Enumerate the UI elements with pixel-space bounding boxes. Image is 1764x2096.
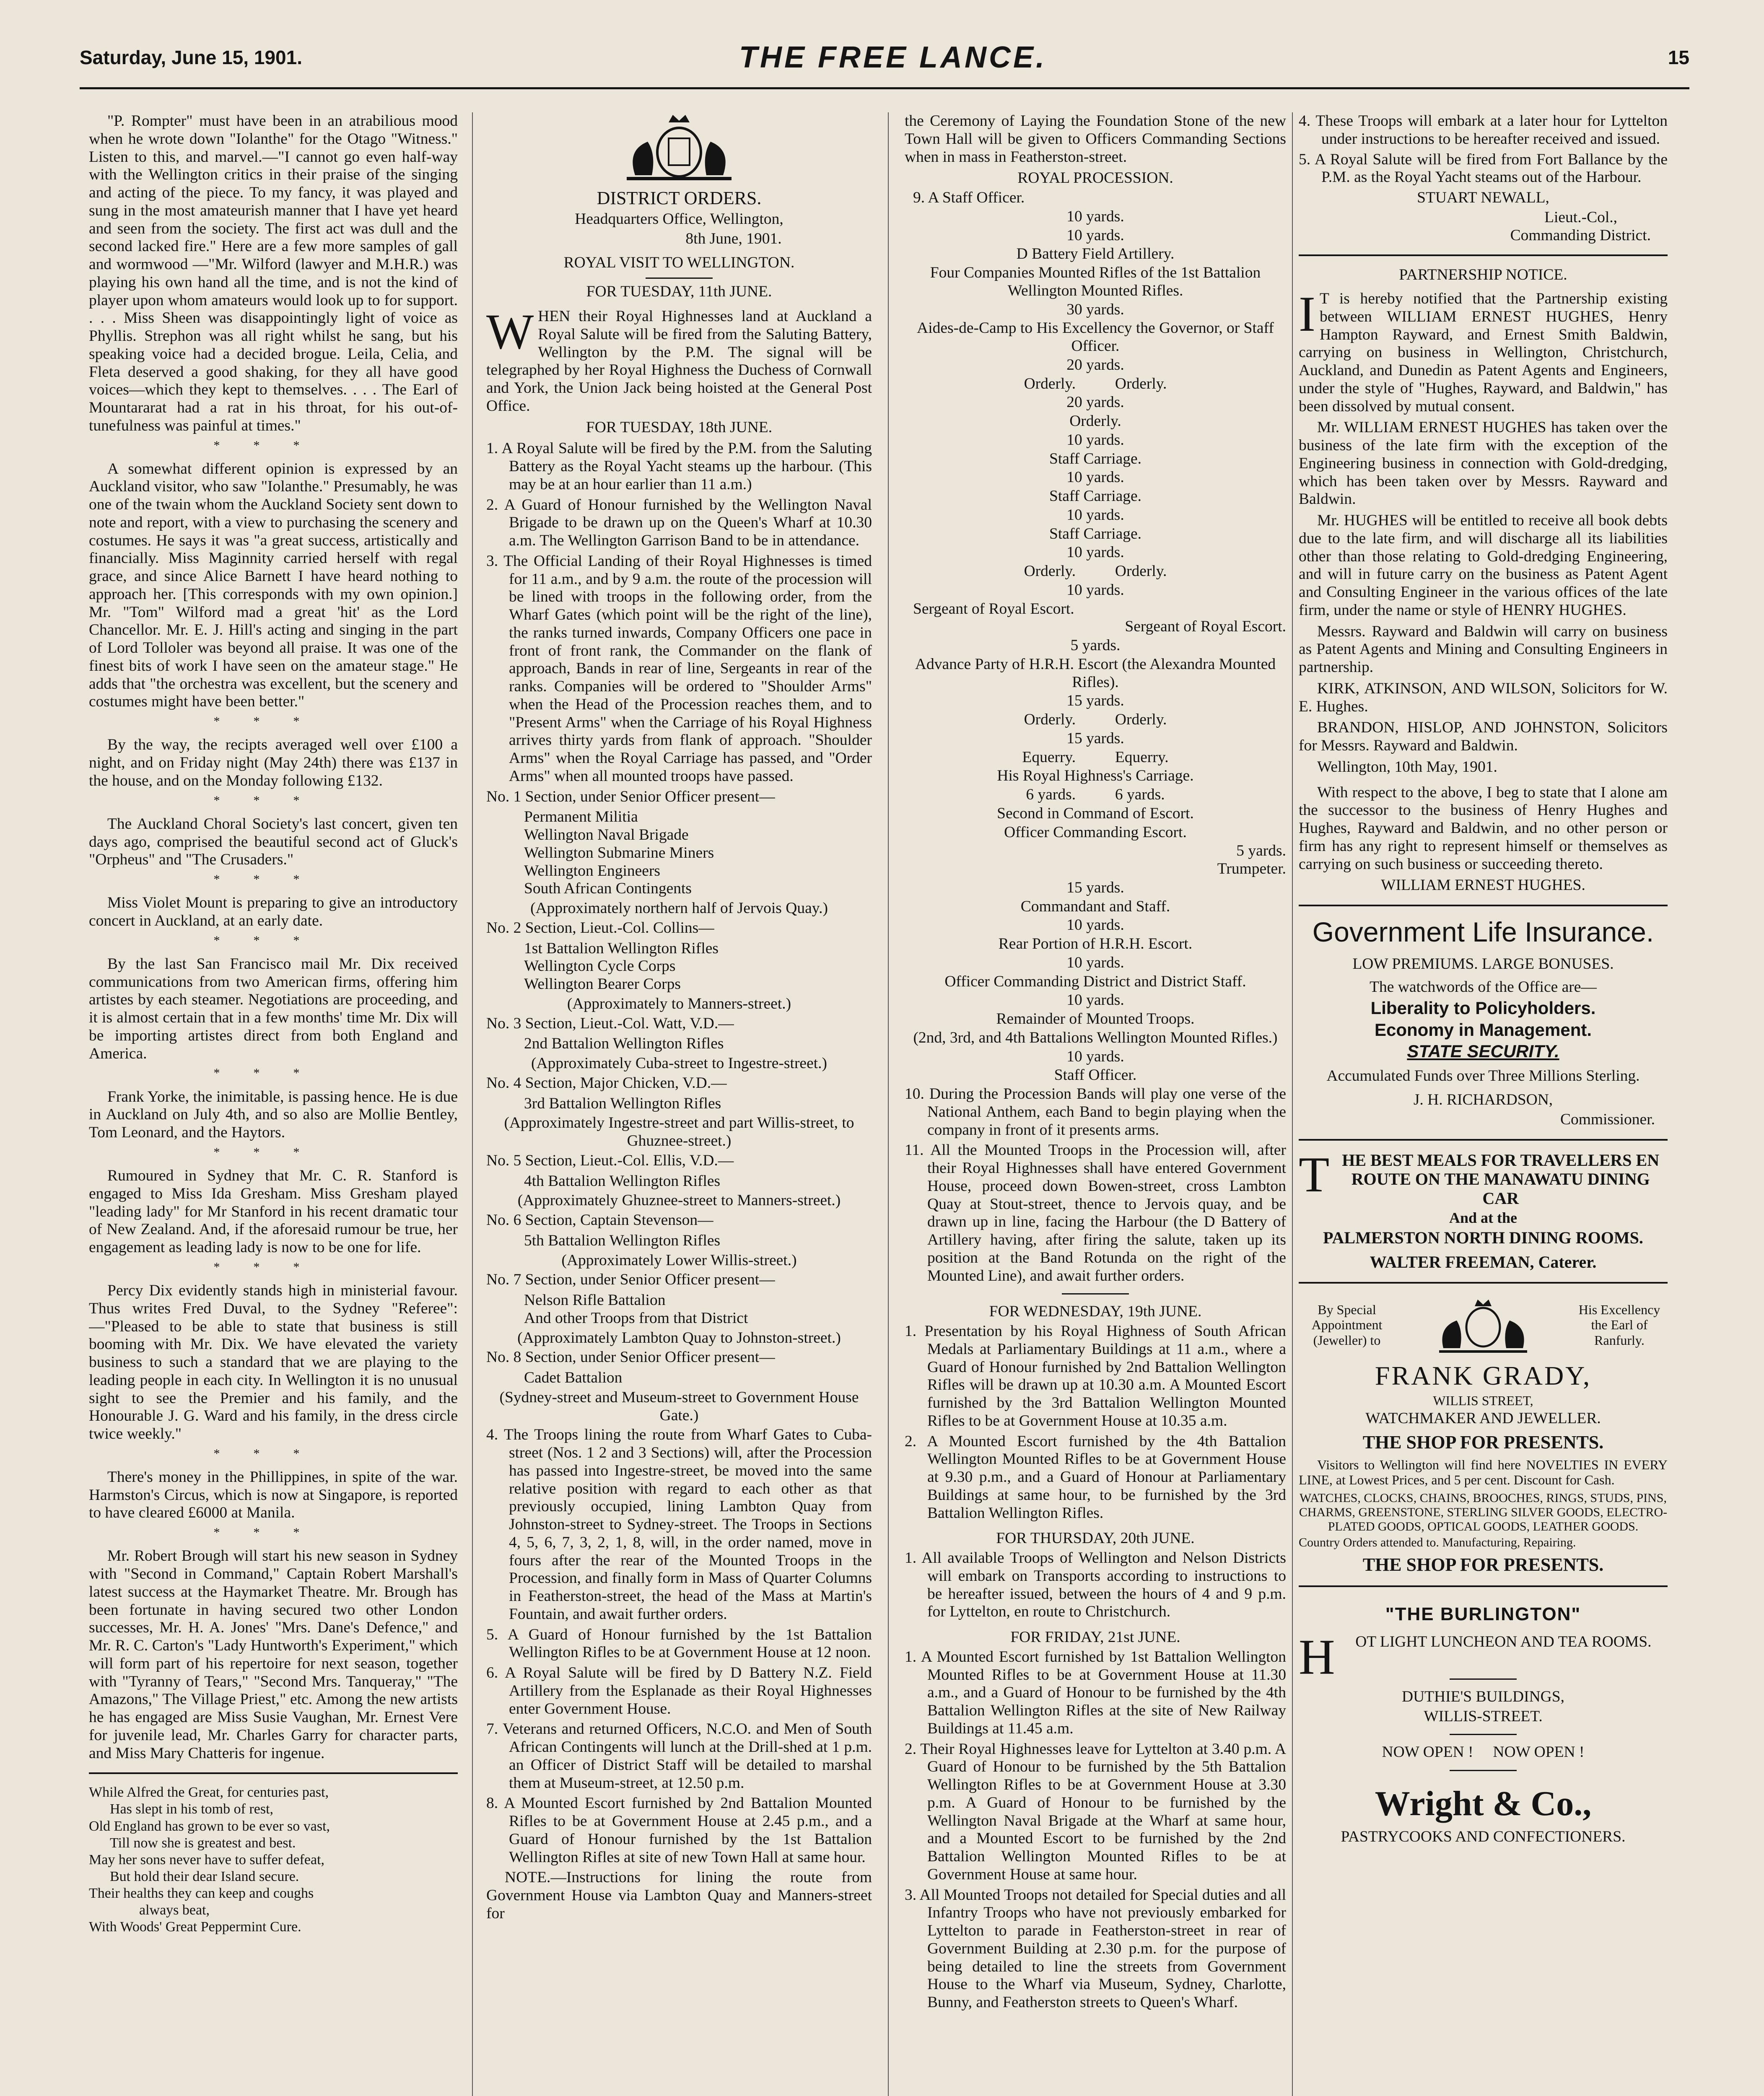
paragraph: By the last San Francisco mail Mr. Dix received communications from two American firms, offering him artistes by each steamer. Negotiations are proceeding, and it is almost certain that in a few months' time Mr. Dix will be importing artistes direct from both England and America. <box>89 955 458 1062</box>
order-item: 1. A Mounted Escort furnished by 1st Battalion Wellington Mounted Rifles to be at Government House at 11.30 a.m., and a Guard of Honour to be furnished by the 4th Battalion Wellington Rifles at the site of New Railway Buildings at 11.45 a.m. <box>905 1648 1286 1737</box>
order-item: 1. A Royal Salute will be fired by the P.M. from the Saluting Battery as the Royal Yacht steams up the harbour. (This may be at an hour earlier than 11 a.m.) <box>486 440 872 493</box>
burlington-title: "THE BURLINGTON" <box>1385 1603 1581 1624</box>
paragraph: Miss Violet Mount is preparing to give an introductory concert in Auckland, at an early date. <box>89 894 458 929</box>
paragraph: Messrs. Rayward and Baldwin will carry on business as Patent Agents and Mining and Consulting Engineers in partnership. <box>1299 623 1668 676</box>
hq-line: Headquarters Office, Wellington, <box>575 210 783 228</box>
shop-for-presents: THE SHOP FOR PRESENTS. <box>1362 1554 1604 1575</box>
burlington-tagline: H OT LIGHT LUNCHEON AND TEA ROOMS. <box>1299 1629 1652 1685</box>
column-procession <box>905 112 1286 2096</box>
grady-orders: Country Orders attended to. Manufacturing, Repairing. <box>1299 1536 1576 1550</box>
section-stars: *** <box>213 1446 333 1460</box>
poem-line: always beat, <box>139 1902 210 1918</box>
dining-line: WALTER FREEMAN, Caterer. <box>1370 1253 1597 1272</box>
partnership-paragraph: I T is hereby notified that the Partnership existing between WILLIAM ERNEST HUGHES, Henry Hampton Rayward, and Ernest Smith Baldwin, carrying on business in Wellington, Christchurch, Auckland, and Dunedin as Patent Agents and Engineers, under the style of "Hughes, Rayward, and Baldwin," has been dissolved by mutual consent. <box>1299 286 1668 415</box>
poem-line: Has slept in his tomb of rest, <box>110 1801 274 1817</box>
gov-line: Accumulated Funds over Three Millions Sterling. <box>1326 1067 1640 1085</box>
gov-line: J. H. RICHARDSON, <box>1413 1091 1553 1109</box>
government-life-title: Government Life Insurance. <box>1312 916 1654 947</box>
order-item: 2. Their Royal Highnesses leave for Lyttelton at 3.40 p.m. A Guard of Honour to be furnished by the 5th Battalion Wellington Rifles to be at Government House at 3.30 p.m. A Guard of Honour to be furnished by the Wellington Naval Brigade at the Wharf at same hour, and a Mounted Escort to be furnished by the 2nd Battalion Wellington Mounted Rifles to be at Government House at same hour. <box>905 1740 1286 1883</box>
tuesday-18-heading: FOR TUESDAY, 18th JUNE. <box>586 418 773 436</box>
paragraph: A somewhat different opinion is expressed by an Auckland visitor, who saw "Iolanthe." Presumably, he was one of the twain whom the Auckland Society sent down to note and report, with a view to purchasing the scenery and costumes. He says it was "a great success, artistically and financially. Miss Maginnity carried herself with regal grace, and since Alice Barnett I have heard nothing to approach her. [This corresponds with my own opinion.] Mr. "Tom" Wilford mad a great 'hit' as the Lord Chancellor. Mr. E. J. Hill's acting and singing in the part of Lord Tolloler was beyond all praise. It was one of the finest bits of work I have seen on the amateur stage." He adds that "the orchestra was excellent, but the scenery and costumes might have been better." <box>89 460 458 711</box>
order-item: 8. A Mounted Escort furnished by 2nd Battalion Mounted Rifles to be at Government House at 2.45 p.m., and a Guard of Honour furnished by the 1st Battalion Wellington Rifles at site of new Town Hall at same hour. <box>486 1795 872 1866</box>
burlington-line: DUTHIE'S BUILDINGS, <box>1402 1688 1564 1705</box>
rule <box>646 278 713 279</box>
grady-trade: WATCHMAKER AND JEWELLER. <box>1365 1410 1601 1427</box>
poem-line: Old England has grown to be ever so vast, <box>89 1818 330 1834</box>
rule <box>1062 1293 1129 1294</box>
burlington-open: NOW OPEN ! NOW OPEN ! <box>1382 1743 1585 1761</box>
royal-crest-icon <box>610 112 748 184</box>
header-rule <box>80 87 1689 89</box>
rule <box>1299 1139 1668 1141</box>
section-stars: *** <box>213 933 333 947</box>
paragraph: the Ceremony of Laying the Foundation Stone of the new Town Hall will be given to Officers Commanding Sections when in mass in Featherston-street. <box>905 112 1286 166</box>
order-item: 6. A Royal Salute will be fired by D Battery N.Z. Field Artillery from the Esplanade as their Royal Highnesses enter Government House. <box>486 1664 872 1717</box>
grady-appointment-left: By Special Appointment (Jeweller) to <box>1311 1302 1383 1348</box>
section-stars: *** <box>213 1145 333 1159</box>
order-item: 2. A Guard of Honour furnished by the Wellington Naval Brigade to be drawn up on the Queen's Wharf at 10.30 a.m. The Wellington Garrison Band to be in attendance. <box>486 496 872 550</box>
page-number: 15 <box>1668 47 1689 68</box>
paragraph: There's money in the Phillippines, in spite of the war. Harmston's Circus, which is now at Singapore, is reported to have cleared £6000 at Manila. <box>89 1468 458 1522</box>
order-item: 3. All Mounted Troops not detailed for Special duties and all Infantry Troops who have not previously embarked for Lyttelton to parade in Featherston-street in rear of Government Building at 2.30 p.m. for the purpose of being detailed to line the streets from Government House to the Wharf via Museum, Sydney, Charlotte, Bunny, and Featherston streets to Queen's Wharf. <box>905 1886 1286 2011</box>
signer-role: Commanding District. <box>1510 226 1651 244</box>
gov-line: Economy in Management. <box>1374 1019 1592 1040</box>
partnership-heading: PARTNERSHIP NOTICE. <box>1399 266 1567 284</box>
column-divider <box>472 112 473 2096</box>
order-item: 1. Presentation by his Royal Highness of South African Medals at Parliamentary Buildings at 11 a.m., where a Guard of Honour furnished by 2nd Battalion Wellington Rifles will be drawn up at 10.30 a.m. A Mounted Escort furnished by the 3rd Battalion Wellington Mounted Rifles to be at Government House at 10.35 a.m. <box>905 1323 1286 1429</box>
poem-line: With Woods' Great Peppermint Cure. <box>89 1919 301 1935</box>
issue-date: Saturday, June 15, 1901. <box>80 47 302 68</box>
gov-line: Liberality to Policyholders. <box>1370 998 1596 1018</box>
page-header <box>80 40 1689 91</box>
note-paragraph: NOTE.—Instructions for lining the route from Government House via Lambton Quay and Manners-street for <box>486 1869 872 1922</box>
section-stars: *** <box>213 1066 333 1080</box>
gov-line: STATE SECURITY. <box>1407 1041 1559 1061</box>
drop-cap: W <box>486 304 534 360</box>
paragraph: The Auckland Choral Society's last concert, given ten days ago, comprised the beautiful second act of Gluck's "Orpheus" and "The Crusaders." <box>89 815 458 869</box>
intro-paragraph: WHEN their Royal Highnesses land at Auckland a Royal Salute will be fired from the Saluting Battery, Wellington by the P.M. The signal will be telegraphed by her Royal Highness the Duchess of Cornwall and York, the Union Jack being hoisted at the General Post Office. <box>486 304 872 415</box>
burlington-line: WILLIS-STREET. <box>1424 1707 1543 1725</box>
paragraph: Percy Dix evidently stands high in ministerial favour. Thus writes Fred Duval, to the Sydney "Referee":—"Pleased to be able to state that business is still booming with Mr. Dix. We have elevated the variety business to such a standard that we are playing to the leading people in each city. In Wellington it is no unusual sight to see the Premier and his family, and the Honourable J. G. Ward and his family, in the dress circle twice weekly." <box>89 1282 458 1442</box>
poem-line: Till now she is greatest and best. <box>110 1835 296 1851</box>
column-divider <box>888 112 889 2096</box>
poem-line: May her sons never have to suffer defeat, <box>89 1852 325 1868</box>
royal-visit-heading: ROYAL VISIT TO WELLINGTON. <box>563 254 795 271</box>
procession-heading: ROYAL PROCESSION. <box>1017 169 1173 187</box>
poem-line: Their healths they can keep and coughs <box>89 1886 314 1901</box>
grady-goods: WATCHES, CLOCKS, CHAINS, BROOCHES, RINGS, STUDS, PINS, CHARMS, GREENSTONE, STERLING SILVER GOODS, ELECTRO-PLATED GOODS, OPTICAL GOODS, LEATHER GOODS. <box>1299 1491 1668 1534</box>
order-item: 5. A Guard of Honour furnished by the 1st Battalion Wellington Rifles to be at Government House at 12 noon. <box>486 1626 872 1661</box>
section-stars: *** <box>213 1260 333 1274</box>
section-stars: *** <box>213 793 333 807</box>
rule <box>1450 1678 1517 1680</box>
grady-appointment-right: His Excellency the Earl of Ranfurly. <box>1578 1302 1660 1348</box>
rule <box>1299 1585 1668 1587</box>
order-item: 4. The Troops lining the route from Wharf Gates to Cuba-street (Nos. 1 2 and 3 Sections) will, after the Procession has passed into Ingestre-street, be moved into the same relative position with regard to each other as that previously occupied, lining Lambton Quay from Johnston-street to Sydney-street. The Troops in Sections 4, 5, 6, 7, 3, 2, 1, 8, will, in the order named, move in fours after the rear of the Mounted Troops in the Procession, and finally form in Mass of Quarter Columns in Featherston-street, the head of the Mass at Martin's Fountain, and await further orders. <box>486 1426 872 1623</box>
grady-appointment <box>1299 1294 1668 1357</box>
dining-line: And at the <box>1449 1209 1518 1227</box>
tuesday-11-heading: FOR TUESDAY, 11th JUNE. <box>586 283 772 301</box>
order-item: 3. The Official Landing of their Royal Highnesses is timed for 11 a.m., and by 9 a.m. the route of the procession will be lined with troops in the following order, from the Wharf Gates (which point will be the right of the line), the ranks turned inwards, Company Officers one pace in front of front rank, the Commander on the flank of approach, Bands in rear of line, Sergeants in rear of the ranks. Companies will be ordered to "Shoulder Arms" when the Head of the Procession reaches them, and to "Present Arms" when the Carriage of his Royal Highness arrives thirty yards from flank of approach. "Shoulder Arms" when the Royal Carriage has passed, and "Order Arms" when all mounted troops have passed. <box>486 552 872 785</box>
paragraph: Mr. HUGHES will be entitled to receive all book debts due to the late firm, and will discharge all its liabilities other than those relating to Gold-dredging Engineering, and will in future carry on the business as Patent Agent and Consulting Engineer in the various offices of the late firm, under the name or style of HENRY HUGHES. <box>1299 512 1668 619</box>
paragraph: Frank Yorke, the inimitable, is passing hence. He is due in Auckland on July 4th, and so also are Mollie Bentley, Tom Leonard, and the Haytors. <box>89 1088 458 1141</box>
section-list: No. 1 Section, under Senior Officer present— Permanent Militia Wellington Naval Brigade Wellington Submarine Miners Wellington Engineers South African Contingents (Approximately northern half of Jervois Quay.) No. 2 Section, Lieut.-Col. Collins— 1st Battalion Wellington Rifles Wellington Cycle Corps Wellington Bearer Corps (Approximately to Manners-street.) No. 3 Section, Lieut.-Col. Watt, V.D.— 2nd Battalion Wellington Rifles (Approximately Cuba-street to Ingestre-street.) No. 4 Section, Major Chicken, V.D.— 3rd Battalion Wellington Rifles (Approximately Ingestre-street and part Willis-street, to Ghuznee-street.) No. 5 Section, Lieut.-Col. Ellis, V.D.— 4th Battalion Wellington Rifles (Approximately Ghuznee-street to Manners-street.) No. 6 Section, Captain Stevenson— 5th Battalion Wellington Rifles (Approximately Lower Willis-street.) No. 7 Section, under Senior Officer present— Nelson Rifle Battalion And other Troops from that District (Approximately Lambton Quay to Johnston-street.) No. 8 Section, under Senior Officer present— Cadet Battalion (Sydney-street and Museum-street to Government House Gate.) <box>486 788 859 1424</box>
wednesday-heading: FOR WEDNESDAY, 19th JUNE. <box>989 1303 1202 1320</box>
dining-line: PALMERSTON NORTH DINING ROOMS. <box>1323 1228 1643 1248</box>
rule <box>89 1772 458 1774</box>
rule <box>1299 905 1668 906</box>
district-orders-title: DISTRICT ORDERS. <box>597 188 762 208</box>
order-item: 7. Veterans and returned Officers, N.C.O. and Men of South African Contingents will lunch at the Drill-shed at 1 p.m. an Officer of District Staff will be detailed to marshal them at Museum-street, at 12.50 p.m. <box>486 1720 872 1792</box>
rule <box>1450 1770 1517 1771</box>
wright-co-trade: PASTRYCOOKS AND CONFECTIONERS. <box>1341 1828 1626 1845</box>
paragraph: KIRK, ATKINSON, AND WILSON, Solicitors for W. E. Hughes. <box>1299 680 1668 715</box>
grady-street: WILLIS STREET, <box>1433 1393 1533 1408</box>
paragraph: Mr. WILLIAM ERNEST HUGHES has taken over the business of the late firm with the exception of the Engineering business in connection with Gold-dredging, which has been taken over by Messrs. Rayward and Baldwin. <box>1299 419 1668 508</box>
paragraph: Wellington, 10th May, 1901. <box>1317 758 1497 776</box>
partnership-signature: WILLIAM ERNEST HUGHES. <box>1381 877 1585 894</box>
friday-heading: FOR FRIDAY, 21st JUNE. <box>1010 1629 1180 1646</box>
wright-co-name: Wright & Co., <box>1375 1784 1592 1824</box>
drop-cap: H <box>1299 1629 1335 1685</box>
rule <box>1299 1282 1668 1284</box>
column-theatre-notes <box>89 112 458 2096</box>
drop-cap: I <box>1299 286 1315 342</box>
order-item: 10. During the Procession Bands will play one verse of the National Anthem, each Band to begin playing when the company in front of it presents arms. <box>905 1085 1286 1139</box>
signer-name: STUART NEWALL, <box>1417 189 1549 206</box>
gov-line: Commissioner. <box>1560 1110 1655 1128</box>
paragraph: By the way, the recipts averaged well over £100 a night, and on Friday night (May 24th) there was £137 in the house, and on the Monday following £132. <box>89 736 458 789</box>
dining-car-advert: THE BEST MEALS FOR TRAVELLERS EN ROUTE ON THE MANAWATU DINING CAR <box>1299 1146 1660 1208</box>
order-item: 4. These Troops will embark at a later hour for Lyttelton under instructions to be hereafter received and issued. <box>1299 112 1668 148</box>
paragraph: Mr. Robert Brough will start his new season in Sydney with "Second in Command," Captain Robert Marshall's latest success at the Haymarket Theatre. Mr. Brough has been fortunate in having secured two other London successes, Mr. H. A. Jones' "Mrs. Dane's Defence," and Mr. R. C. Carton's "Lady Huntworth's Experiment," which will form part of his repertoire for next season, together with "Tyranny of Tears," "Second Mrs. Tanqueray," "The Amazons," The Village Priest," etc. Among the new artists he has engaged are Miss Susie Vaughan, Mr. Ernest Vere for juvenile lead, Mr. Charles Garry for character parts, and Miss Mary Chatteris for ingenue. <box>89 1547 458 1762</box>
shop-for-presents: THE SHOP FOR PRESENTS. <box>1362 1432 1604 1453</box>
rule <box>1299 254 1668 256</box>
order-item: 5. A Royal Salute will be fired from Fort Ballance by the P.M. as the Royal Yacht steams out of the Harbour. <box>1299 150 1668 186</box>
hq-date: 8th June, 1901. <box>685 230 782 247</box>
paragraph: Visitors to Wellington will find here NOVELTIES IN EVERY LINE, at Lowest Prices, and 5 per cent. Discount for Cash. <box>1299 1457 1668 1488</box>
royal-arms-icon <box>1431 1294 1536 1357</box>
column-advertisements <box>1299 112 1668 2096</box>
order-item: 11. All the Mounted Troops in the Procession will, after their Royal Highnesses shall have entered Government House, proceed down Bowen-street, cross Lambton Quay at Stout-street, thence to Jervois quay, and be drawn up in line, facing the Harbour (the D Battery of Artillery having, after firing the salute, taken up its position at the Band Rotunda on the right of the Mounted Line), and await further orders. <box>905 1141 1286 1284</box>
paragraph: Rumoured in Sydney that Mr. C. R. Stanford is engaged to Miss Ida Gresham. Miss Gresham played "leading lady" for Mr Stanford in his recent dramatic tour of New Zealand. And, if the aforesaid rumour be true, her engagement as leading lady is now to be one for life. <box>89 1167 458 1256</box>
grady-name: FRANK GRADY, <box>1375 1360 1592 1390</box>
section-stars: *** <box>213 872 333 887</box>
section-stars: *** <box>213 438 333 452</box>
drop-cap: T <box>1299 1146 1330 1202</box>
paragraph: "P. Rompter" must have been in an atrabilious mood when he wrote down "Iolanthe" for the Otago "Witness." Listen to this, and marvel.—"I cannot go even half-way with the Wellington critics in their praise of the singing and acting of the piece. To my fancy, it was played and sung in the most amateurish manner that I have yet heard and seen from the society. The first act was dull and the second lacked fire." Here are a few more samples of gall and wormwood —"Mr. Wilford (lawyer and M.H.R.) was playing his own hand all the time, and is not the kind of player upon whom amateurs would look up to for support. . . . Miss Sheen was disappointingly light of voice as Phyllis. Strephon was all right whilst he sang, but his speaking voice had a decided brogue. Leila, Celia, and Fleta deserved a good shaking, for they all have good voices—which they kept to themselves. . . . The Earl of Mountararat had a rat in his throat, for his out-of-tunefulness was painful at times." <box>89 112 458 434</box>
section-stars: *** <box>213 714 333 729</box>
paragraph: With respect to the above, I beg to state that I alone am the successor to the business of Henry Hughes and Hughes, Rayward and Baldwin, and no other person or firm has any right to represent himself or themselves as carrying on such business or succeeding thereto. <box>1299 783 1668 873</box>
paragraph: BRANDON, HISLOP, AND JOHNSTON, Solicitors for Messrs. Rayward and Baldwin. <box>1299 719 1668 754</box>
order-item: 2. A Mounted Escort furnished by the 4th Battalion Wellington Mounted Rifles to be at Government House at 9.30 p.m., and a Guard of Honour at Parliamentary Buildings at same hour, to be furnished by the 3rd Battalion Wellington Rifles. <box>905 1432 1286 1522</box>
gov-line: The watchwords of the Office are— <box>1370 978 1597 996</box>
signer-rank: Lieut.-Col., <box>1544 208 1617 226</box>
poem-line: While Alfred the Great, for centuries past, <box>89 1785 329 1800</box>
section-stars: *** <box>213 1525 333 1540</box>
column-district-orders <box>486 112 872 2096</box>
procession-list: 9. A Staff Officer. 10 yards. 10 yards. D Battery Field Artillery. Four Companies Mounted Rifles of the 1st Battalion Wellington Mounted Rifles. 30 yards. Aides-de-Camp to His Excellency the Governor, or Staff Officer. 20 yards. Orderly. Orderly. 20 yards. Orderly. 10 yards. Staff Carriage. 10 yards. Staff Carriage. 10 yards. Staff Carriage. 10 yards. Orderly. Orderly. 10 yards. Sergeant of Royal Escort. Sergeant of Royal Escort. 5 yards. Advance Party of H.R.H. Escort (the Alexandra Mounted Rifles). 15 yards. Orderly. Orderly. 15 yards. Equerry. Equerry. His Royal Highness's Carriage. 6 yards. 6 yards. Second in Command of Escort. Officer Commanding Escort. 5 yards. Trumpeter. 15 yards. Commandant and Staff. 10 yards. Rear Portion of H.R.H. Escort. 10 yards. Officer Commanding District and District Staff. 10 yards. Remainder of Mounted Troops. (2nd, 3rd, and 4th Battalions Wellington Mounted Rifles.) 10 yards. Staff Officer. <box>913 189 1286 1084</box>
poem-line: But hold their dear Island secure. <box>110 1868 299 1884</box>
thursday-heading: FOR THURSDAY, 20th JUNE. <box>996 1530 1195 1547</box>
poem-advert <box>89 1784 458 1935</box>
masthead-title: THE FREE LANCE. <box>739 41 1047 74</box>
gov-line: LOW PREMIUMS. LARGE BONUSES. <box>1352 955 1614 973</box>
order-item: 1. All available Troops of Wellington and Nelson Districts will embark on Transports according to instructions to be hereafter issued, between the hours of 4 and 9 p.m. for Lyttelton, en route to Christchurch. <box>905 1549 1286 1621</box>
column-divider <box>1292 112 1293 2096</box>
rule <box>1450 1734 1517 1735</box>
